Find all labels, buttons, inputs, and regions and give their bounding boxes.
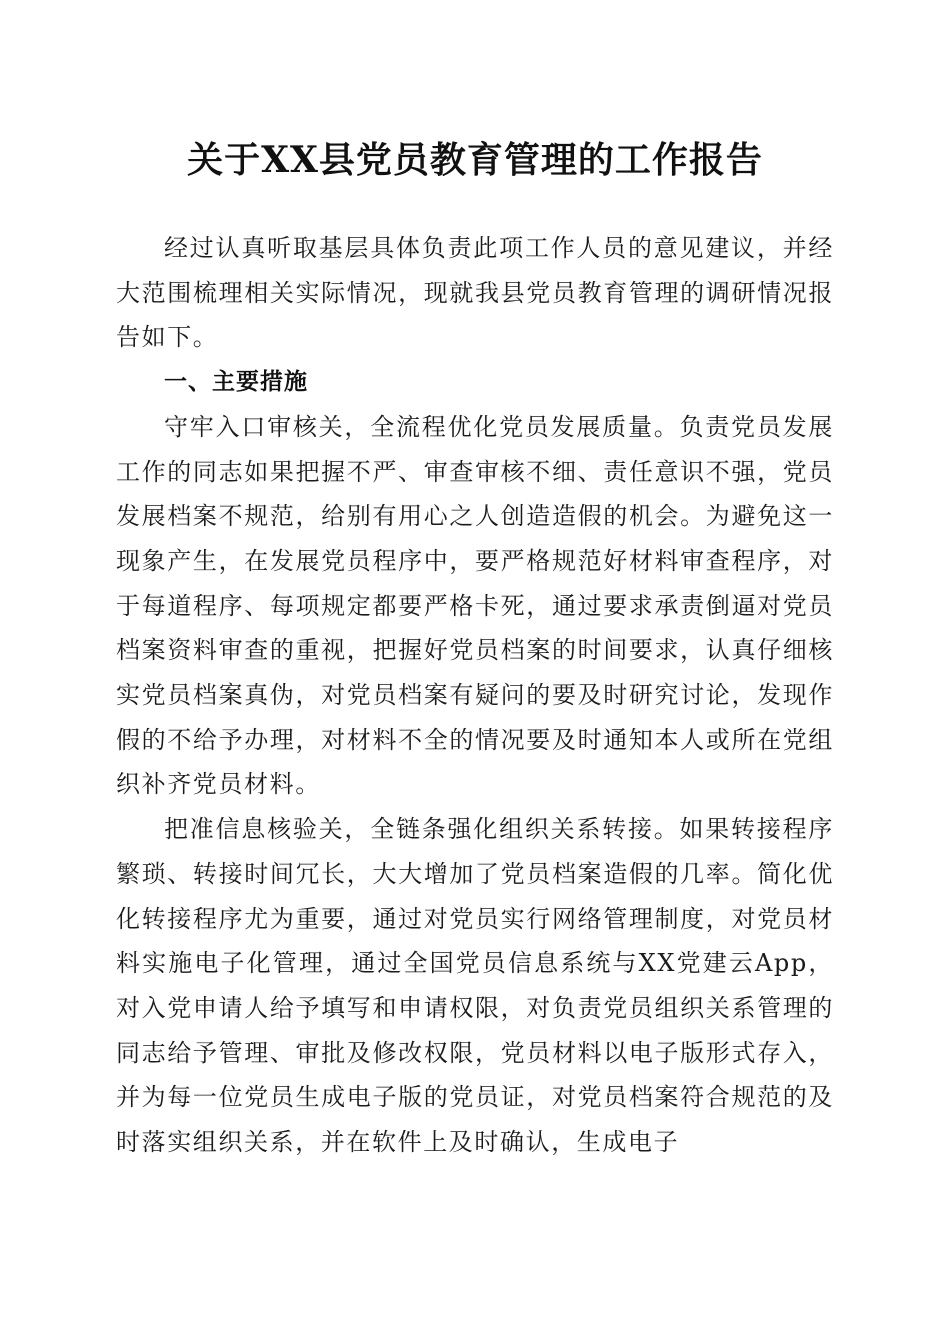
document-title: 关于XX县党员教育管理的工作报告: [187, 139, 763, 181]
measure-paragraph-entry-review: 守牢入口审核关，全流程优化党员发展质量。负责党员发展工作的同志如果把握不严、审查审核不细、责任意识不强，党员发展档案不规范，给别有用心之人创造造假的机会。为避免这一现象产生，在发展党员程序中，要严格规范好材料审查程序，对于每道程序、每项规定都要严格卡死，通过要求承责倒逼对党员档案资料审查的重视，把握好党员档案的时间要求，认真仔细核实党员档案真伪，对党员档案有疑问的要及时研究讨论，发现作假的不给予办理，对材料不全的情况要及时通知本人或所在党组织补齐党员材料。: [116, 412, 834, 799]
intro-paragraph: 经过认真听取基层具体负责此项工作人员的意见建议，并经大范围梳理相关实际情况，现就我县党员教育管理的调研情况报告如下。: [116, 234, 834, 352]
measure-paragraph-info-verification: 把准信息核验关，全链条强化组织关系转接。如果转接程序繁琐、转接时间冗长，大大增加了党员档案造假的几率。简化优化转接程序尤为重要，通过对党员实行网络管理制度，对党员材料实施电子化管理，通过全国党员信息系统与XX党建云App，对入党申请人给予填写和申请权限，对负责党员组织关系管理的同志给予管理、审批及修改权限，党员材料以电子版形式存入，并为每一位党员生成电子版的党员证，对党员档案符合规范的及时落实组织关系，并在软件上及时确认，生成电子: [116, 815, 834, 1157]
document-body: [116, 226, 834, 1165]
section-heading-main-measures: 一、主要措施: [164, 369, 308, 396]
